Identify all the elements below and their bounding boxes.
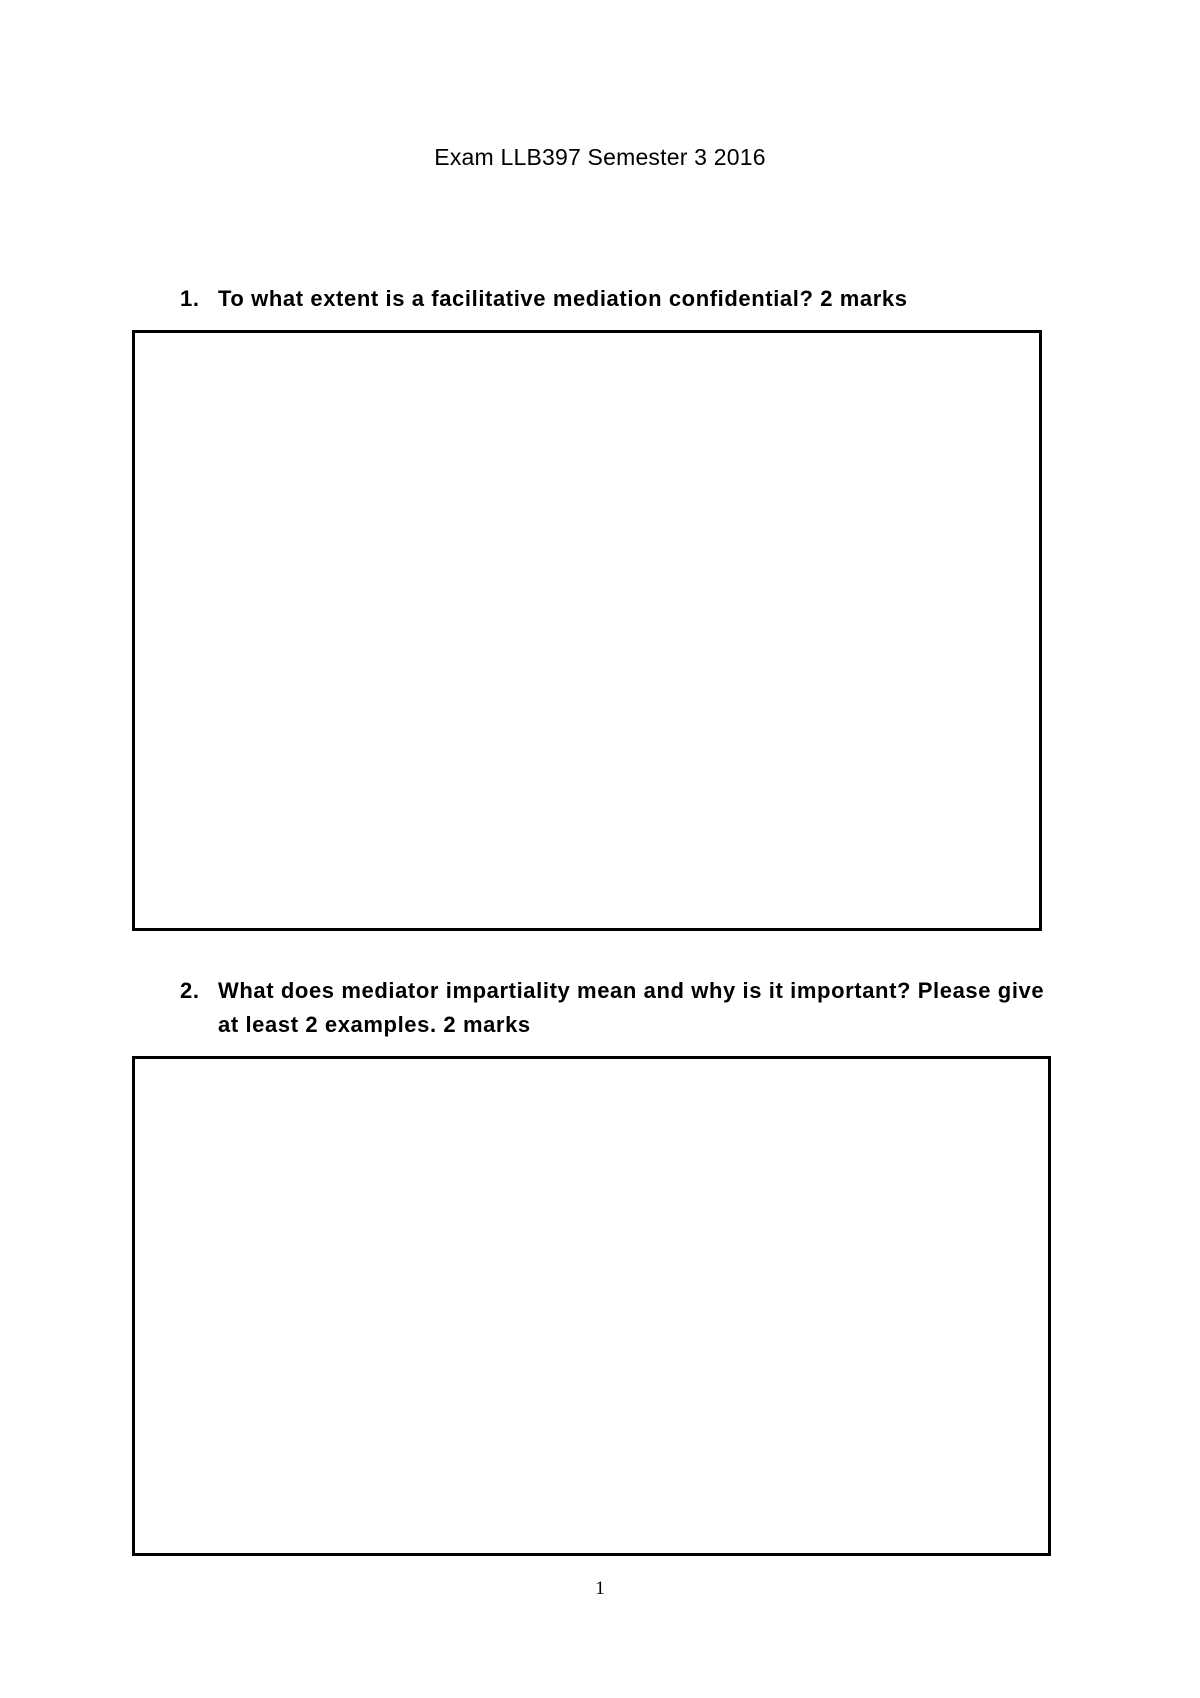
question-text: To what extent is a facilitative mediation confidential? 2 marks: [218, 286, 908, 311]
question-number: 1.: [180, 286, 200, 311]
page-number: 1: [595, 1578, 605, 1599]
question-2: [180, 974, 1060, 1042]
answer-box-2[interactable]: [132, 1056, 1051, 1556]
exam-title: Exam LLB397 Semester 3 2016: [434, 144, 766, 170]
question-1: [180, 282, 1060, 316]
answer-box-1[interactable]: [132, 330, 1042, 931]
question-text: What does mediator impartiality mean and why is it important? Please give at least 2 examples. 2 marks: [218, 978, 1045, 1037]
question-number: 2.: [180, 978, 200, 1003]
